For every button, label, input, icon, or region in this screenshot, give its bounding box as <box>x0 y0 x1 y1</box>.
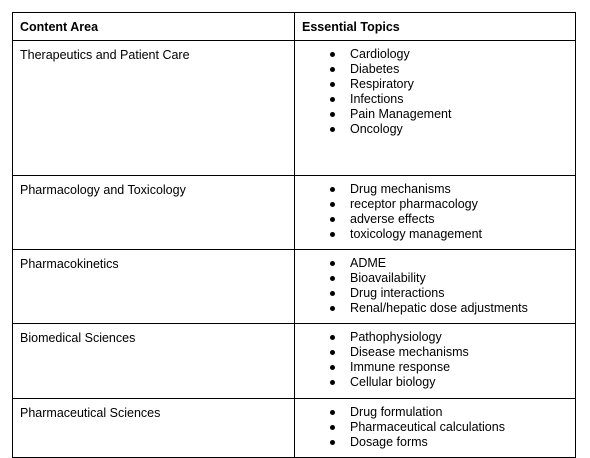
list-item: Renal/hepatic dose adjustments <box>328 301 568 316</box>
list-item: Cardiology <box>328 47 568 62</box>
list-item: Pain Management <box>328 107 568 122</box>
content-table <box>12 12 576 458</box>
table-row <box>13 324 576 399</box>
table-body <box>13 41 576 458</box>
list-item: Cellular biology <box>328 375 568 390</box>
header-content-area: Content Area <box>13 13 295 41</box>
list-item: Pharmaceutical calculations <box>328 420 568 435</box>
topics-cell <box>295 41 576 176</box>
list-item: Immune response <box>328 360 568 375</box>
list-item: receptor pharmacology <box>328 197 568 212</box>
topics-cell <box>295 399 576 458</box>
table-header-row <box>13 13 576 41</box>
content-area-cell: Pharmacology and Toxicology <box>13 176 295 250</box>
list-item: ADME <box>328 256 568 271</box>
list-item: toxicology management <box>328 227 568 242</box>
table-row <box>13 250 576 324</box>
list-item: Infections <box>328 92 568 107</box>
header-essential-topics: Essential Topics <box>295 13 576 41</box>
list-item: Bioavailability <box>328 271 568 286</box>
list-item: Drug mechanisms <box>328 182 568 197</box>
list-item: Drug formulation <box>328 405 568 420</box>
table-row <box>13 399 576 458</box>
list-item: Diabetes <box>328 62 568 77</box>
topics-cell <box>295 250 576 324</box>
list-item: Drug interactions <box>328 286 568 301</box>
topic-list <box>302 182 568 242</box>
content-area-cell: Biomedical Sciences <box>13 324 295 399</box>
list-item: Disease mechanisms <box>328 345 568 360</box>
topics-cell <box>295 324 576 399</box>
list-item: Pathophysiology <box>328 330 568 345</box>
table-row <box>13 176 576 250</box>
list-item: Respiratory <box>328 77 568 92</box>
content-area-cell: Therapeutics and Patient Care <box>13 41 295 176</box>
content-area-cell: Pharmaceutical Sciences <box>13 399 295 458</box>
table-row <box>13 41 576 176</box>
content-area-cell: Pharmacokinetics <box>13 250 295 324</box>
list-item: adverse effects <box>328 212 568 227</box>
topic-list <box>302 405 568 450</box>
topic-list <box>302 330 568 390</box>
list-item: Oncology <box>328 122 568 137</box>
list-item: Dosage forms <box>328 435 568 450</box>
topic-list <box>302 256 568 316</box>
topics-cell <box>295 176 576 250</box>
topic-list <box>302 47 568 137</box>
